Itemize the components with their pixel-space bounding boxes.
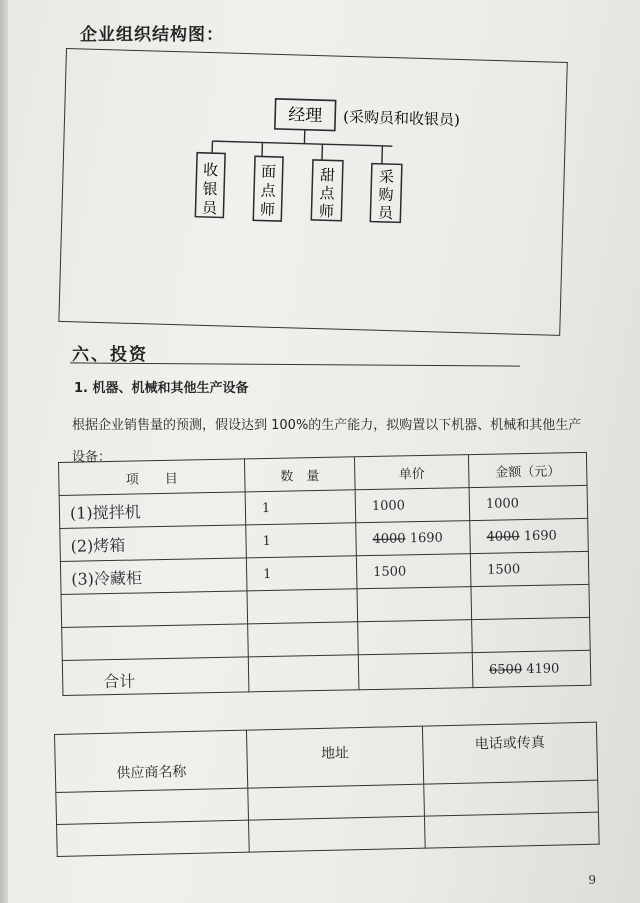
price-cell xyxy=(355,488,470,523)
supplier-table xyxy=(54,722,600,857)
child-char: 点 xyxy=(260,181,276,200)
price-value: 1500 xyxy=(373,563,407,580)
child-char: 师 xyxy=(259,200,276,219)
header-supplier-name: 供应商名称 xyxy=(55,730,248,792)
connector-4 xyxy=(382,146,383,164)
header-price: 单价 xyxy=(354,455,469,490)
price-cell xyxy=(356,554,471,589)
amount-cell xyxy=(469,485,588,520)
amount-cell xyxy=(470,551,589,586)
price-old: 4000 xyxy=(372,530,406,547)
total-label: 合计 xyxy=(62,657,249,696)
price-value: 1690 xyxy=(409,530,443,546)
qty-cell: 1 xyxy=(245,490,356,525)
price-cell xyxy=(357,587,472,622)
qty-cell xyxy=(248,622,359,657)
price-cell xyxy=(356,521,471,556)
qty-cell xyxy=(247,589,358,624)
supplier-cell xyxy=(424,812,599,848)
child-char: 员 xyxy=(201,198,218,218)
child-char: 购 xyxy=(378,185,394,205)
amount-value: 1690 xyxy=(523,527,557,544)
item-cell xyxy=(62,624,249,661)
child-char: 收 xyxy=(202,160,219,180)
child-char: 面 xyxy=(260,162,277,181)
child-char: 采 xyxy=(378,167,395,187)
child-label-pastry-chef xyxy=(260,162,278,218)
horizontal-connector xyxy=(212,141,392,146)
qty-cell: 1 xyxy=(246,523,357,558)
item-cell: (3)冷藏柜 xyxy=(60,558,247,595)
page-number: 9 xyxy=(588,873,596,887)
child-char: 点 xyxy=(319,184,335,203)
child-label-dessert-chef xyxy=(319,166,337,220)
price-cell xyxy=(358,620,473,655)
supplier-cell xyxy=(248,784,425,820)
child-char: 甜 xyxy=(319,166,336,185)
child-char: 员 xyxy=(377,203,394,223)
child-char: 师 xyxy=(318,202,335,221)
total-old: 6500 xyxy=(488,661,523,678)
total-value: 4190 xyxy=(526,660,560,677)
section-paragraph: 根据企业销售量的预测，假设达到 100%的生产能力，拟购置以下机器、机械和其他生产设备： xyxy=(72,418,582,465)
equipment-table xyxy=(58,452,591,696)
amount-cell xyxy=(471,584,590,619)
amount-cell xyxy=(472,617,591,652)
amount-cell xyxy=(470,518,589,553)
page-binding-edge xyxy=(0,0,8,903)
subsection-title: 1. 机器、机械和其他生产设备 xyxy=(74,381,249,396)
supplier-cell xyxy=(57,820,250,856)
section-title: 六、投资 xyxy=(72,345,148,365)
header-phone-fax: 电话或传真 xyxy=(422,722,597,784)
org-chart-frame xyxy=(58,48,567,336)
header-address: 地址 xyxy=(246,726,423,788)
header-amount: 金额（元） xyxy=(468,452,587,487)
item-cell: (2)烤箱 xyxy=(60,525,247,562)
item-cell xyxy=(61,591,248,628)
supplier-cell xyxy=(249,816,426,852)
supplier-cell xyxy=(424,780,599,816)
child-label-buyer xyxy=(378,168,396,222)
amount-value: 1000 xyxy=(485,495,520,512)
manager-note: (采购员和收银员) xyxy=(342,107,461,130)
header-qty: 数 量 xyxy=(244,457,355,492)
manager-label: 经理 xyxy=(287,105,323,127)
header-item: 项 目 xyxy=(59,459,246,496)
total-qty-cell xyxy=(248,655,359,692)
org-chart-title: 企业组织结构图： xyxy=(80,25,224,45)
child-label-cashier xyxy=(202,161,220,217)
qty-cell: 1 xyxy=(246,556,357,591)
amount-old: 4000 xyxy=(486,528,520,545)
org-chart-diagram xyxy=(59,49,566,335)
supplier-cell xyxy=(56,788,249,824)
child-char: 银 xyxy=(202,179,218,199)
amount-value: 1500 xyxy=(487,561,521,578)
price-value: 1000 xyxy=(371,497,406,514)
total-amount-cell xyxy=(472,650,591,687)
total-price-cell xyxy=(358,653,473,690)
item-cell: (1)搅拌机 xyxy=(59,492,246,529)
